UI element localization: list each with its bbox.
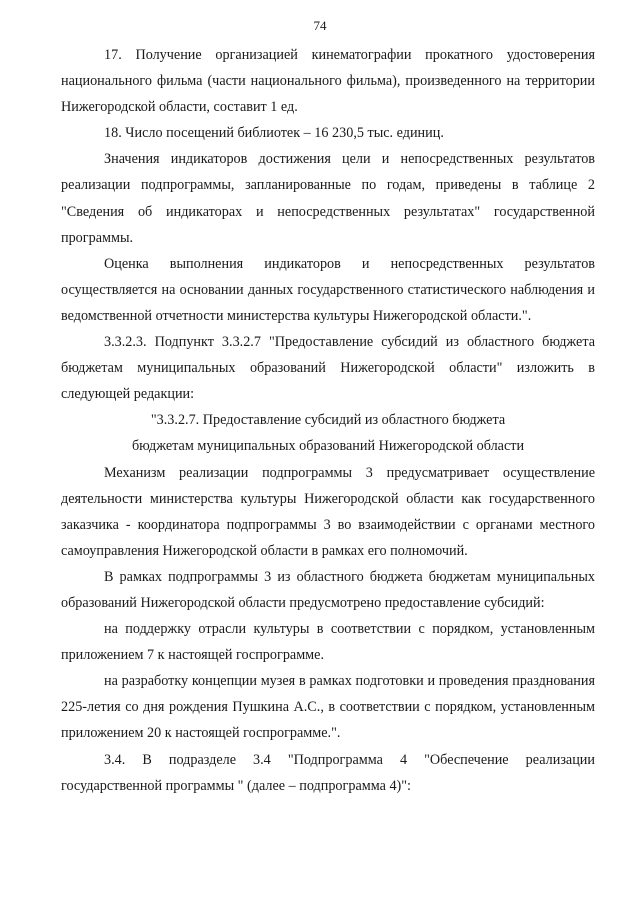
paragraph-subsidy-culture-support: на поддержку отрасли культуры в соответствии с порядком, установленным приложением 7 к настоящей госпрограмме. (61, 621, 595, 664)
paragraph-item-17: 17. Получение организацией кинематографии прокатного удостоверения национального фильма (части национального фильма), произведенного на территории Нижегородской области, составит 1 ед. (61, 47, 595, 116)
page-number: 74 (313, 18, 327, 33)
paragraph-item-18: 18. Число посещений библиотек – 16 230,5 тыс. единиц. (104, 125, 444, 142)
paragraph-indicators-values: Значения индикаторов достижения цели и непосредственных результатов реализации подпрограммы, запланированные по годам, приведены в таблице 2 "Сведения об индикаторах и непосредственных результатах" государственной программы. (61, 151, 595, 246)
section-heading-line-1: "3.3.2.7. Предоставление субсидий из областного бюджета (150, 412, 506, 429)
document-body (61, 42, 595, 799)
paragraph-indicators-assessment: Оценка выполнения индикаторов и непосредственных результатов осуществляется на основании данных государственного статистического наблюдения и ведомственной отчетности министерства культуры Нижегородской области.". (61, 255, 595, 324)
paragraph-mechanism: Механизм реализации подпрограммы 3 предусматривает осуществление деятельности министерства культуры Нижегородской области как государственного заказчика - координатора подпрограммы 3 во взаимодействии с органами местного самоуправления Нижегородской области в рамках его полномочий. (61, 464, 595, 559)
paragraph-subsection-3-4: 3.4. В подразделе 3.4 "Подпрограмма 4 "Обеспечение реализации государственной программы " (далее – подпрограмма 4)": (61, 751, 595, 794)
paragraph-subclause-3-3-2-3: 3.3.2.3. Подпункт 3.3.2.7 "Предоставление субсидий из областного бюджета бюджетам муниципальных образований Нижегородской области" изложить в следующей редакции: (61, 334, 595, 403)
paragraph-subsidy-museum-concept: на разработку концепции музея в рамках подготовки и проведения празднования 225-летия со дня рождения Пушкина А.С., в соответствии с порядком, установленным приложением 20 к настоящей госпрограмме.". (61, 673, 595, 742)
paragraph-subsidies-intro: В рамках подпрограммы 3 из областного бюджета бюджетам муниципальных образований Нижегородской области предусмотрено предоставление субсидий: (61, 568, 595, 611)
section-heading-line-2: бюджетам муниципальных образований Нижегородской области (131, 438, 525, 455)
